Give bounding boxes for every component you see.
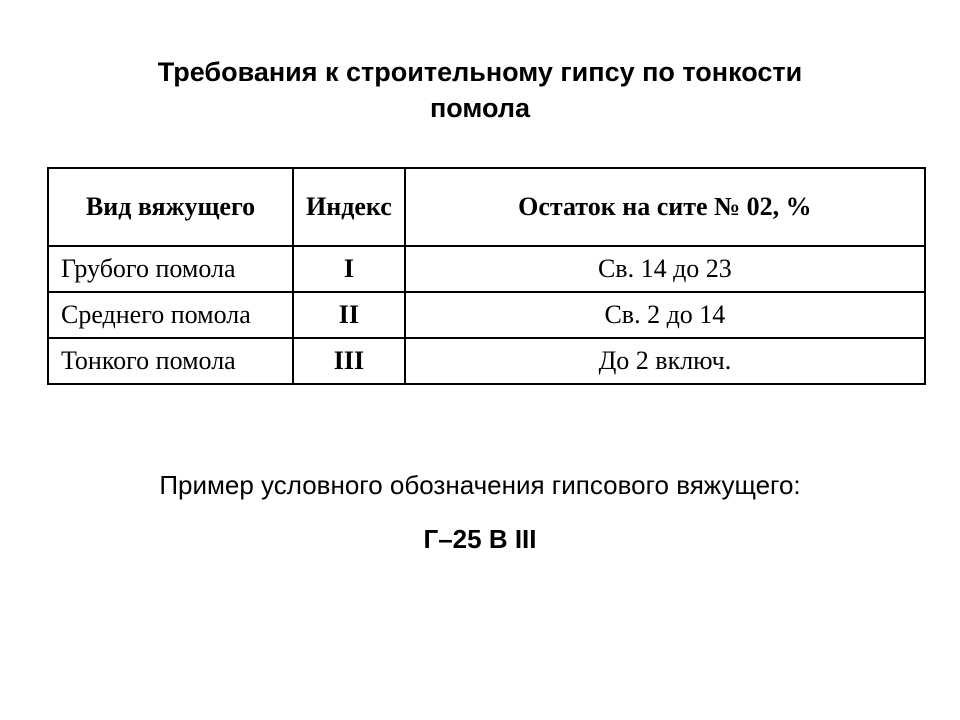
cell-index: III: [293, 338, 405, 384]
cell-index: II: [293, 292, 405, 338]
slide-title-line-1: Требования к строительному гипсу по тонкости: [157, 57, 803, 87]
cell-sieve-residue: Св. 14 до 23: [405, 246, 925, 292]
table-row: [48, 338, 925, 384]
header-index: Индекс: [293, 168, 405, 246]
example-designation: Г–25 В III: [423, 524, 537, 554]
table-header-row: [48, 168, 925, 246]
cell-binder-type: Грубого помола: [48, 246, 293, 292]
header-binder-type: Вид вяжущего: [48, 168, 293, 246]
cell-sieve-residue: Св. 2 до 14: [405, 292, 925, 338]
cell-sieve-residue: До 2 включ.: [405, 338, 925, 384]
slide-title: [0, 54, 960, 126]
cell-index: I: [293, 246, 405, 292]
example-label: Пример условного обозначения гипсового вяжущего:: [159, 470, 801, 500]
header-sieve-residue: Остаток на сите № 02, %: [405, 168, 925, 246]
table-row: [48, 246, 925, 292]
cell-binder-type: Среднего помола: [48, 292, 293, 338]
cell-binder-type: Тонкого помола: [48, 338, 293, 384]
slide-title-line-2: помола: [429, 93, 531, 123]
table-row: [48, 292, 925, 338]
requirements-table: [47, 167, 926, 385]
